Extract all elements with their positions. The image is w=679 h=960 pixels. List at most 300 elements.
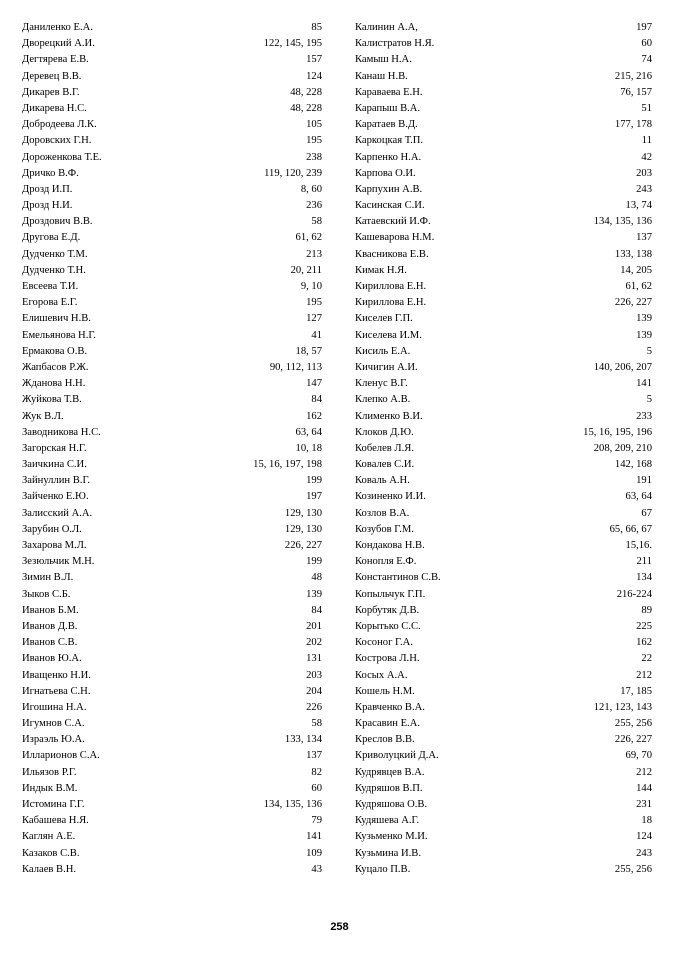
author-name: Жданова Н.Н.: [22, 378, 86, 390]
page-references: 122, 145, 195: [263, 38, 322, 50]
author-name: Кострова Л.Н.: [355, 653, 420, 665]
author-name: Константинов С.В.: [355, 572, 441, 584]
page-references: 65, 66, 67: [609, 523, 652, 535]
index-entry: [355, 214, 652, 230]
page-references: 199: [306, 556, 322, 568]
index-entry: [22, 846, 322, 862]
page-references: 74: [641, 54, 652, 66]
author-name: Дудченко Т.Н.: [22, 264, 86, 276]
index-entry: [22, 797, 322, 813]
index-entry: [22, 829, 322, 845]
page-references: 60: [641, 38, 652, 50]
author-name: Киселев Г.П.: [355, 313, 413, 325]
index-column-left: [22, 20, 322, 878]
index-entry: [355, 198, 652, 214]
index-entry: [22, 668, 322, 684]
index-entry: [355, 619, 652, 635]
index-entry: [355, 36, 652, 52]
page-references: 13, 74: [625, 200, 652, 212]
page-references: 195: [306, 135, 322, 147]
index-entry: [22, 360, 322, 376]
author-name: Каратаев В.Д.: [355, 119, 418, 131]
page-references: 157: [306, 54, 322, 66]
author-name: Другова Е.Д.: [22, 232, 81, 244]
page-references: 139: [636, 329, 652, 341]
index-entry: [355, 506, 652, 522]
index-entry: [355, 69, 652, 85]
author-name: Зайнуллин В.Г.: [22, 475, 91, 487]
page-references: 20, 211: [290, 264, 322, 276]
index-entry: [355, 538, 652, 554]
page-references: 243: [636, 847, 652, 859]
author-name: Евсеева Т.И.: [22, 281, 79, 292]
author-name: Кудяшева А.Г.: [355, 815, 420, 827]
page-references: 84: [311, 604, 322, 616]
page-references: 134, 135, 136: [593, 216, 652, 228]
page-references: 82: [311, 766, 322, 778]
author-name: Индык В.М.: [22, 782, 78, 794]
page-references: 226, 227: [284, 540, 322, 551]
author-name: Ильязов Р.Г.: [22, 766, 77, 778]
index-entry: [22, 457, 322, 473]
index-entry: [22, 522, 322, 538]
index-entry: [355, 409, 652, 425]
author-name: Креслов В.В.: [355, 734, 415, 746]
author-name: Козубов Г.М.: [355, 523, 414, 535]
author-name: Деревец В.В.: [22, 70, 82, 82]
author-name: Косоног Г.А.: [355, 637, 413, 649]
page-references: 8, 60: [300, 183, 322, 195]
author-name: Катаевский И.Ф.: [355, 216, 431, 228]
index-entry: [22, 862, 322, 878]
index-entry: [22, 716, 322, 732]
index-entry: [355, 166, 652, 182]
index-entry: [355, 133, 652, 149]
page-references: 41: [311, 329, 322, 341]
index-entry: [22, 587, 322, 603]
page-references: 85: [311, 22, 322, 33]
page-references: 15, 16, 195, 196: [583, 426, 652, 438]
author-name: Иващенко Н.И.: [22, 669, 91, 681]
page-references: 119, 120, 239: [264, 167, 322, 179]
page-references: 89: [641, 604, 652, 616]
author-name: Коваль А.Н.: [355, 475, 410, 487]
index-entry: [355, 311, 652, 327]
page-references: 215, 216: [614, 70, 652, 82]
page-references: 18: [641, 815, 652, 827]
page-references: 11: [641, 135, 652, 147]
author-name: Иванов Б.М.: [22, 604, 79, 616]
index-entry: [355, 457, 652, 473]
index-entry: [355, 587, 652, 603]
index-entry: [355, 247, 652, 263]
index-entry: [355, 635, 652, 651]
index-entry: [355, 603, 652, 619]
index-entry: [22, 214, 322, 230]
author-name: Дворецкий А.И.: [22, 38, 95, 50]
index-entry: [22, 392, 322, 408]
index-entry: [22, 20, 322, 36]
author-name: Дегтярева Е.В.: [22, 54, 89, 66]
index-entry: [355, 829, 652, 845]
index-entry: [22, 198, 322, 214]
author-name: Зарубин О.Л.: [22, 523, 82, 535]
index-entry: [355, 441, 652, 457]
author-name: Квасникова Е.В.: [355, 248, 429, 260]
page-references: 195: [306, 297, 322, 309]
author-name: Каглян А.Е.: [22, 831, 76, 843]
author-name: Кравченко В.А.: [355, 701, 425, 713]
index-entry: [355, 862, 652, 878]
author-name: Иванов Д.В.: [22, 620, 78, 632]
index-entry: [355, 360, 652, 376]
page-references: 140, 206, 207: [593, 361, 652, 373]
page-references: 15, 16, 197, 198: [253, 459, 322, 471]
page-references: 141: [636, 378, 652, 390]
index-entry: [22, 166, 322, 182]
index-entry: [355, 473, 652, 489]
author-name: Истомина Г.Г.: [22, 799, 85, 810]
author-name: Заичкина С.И.: [22, 459, 87, 471]
page-references: 201: [306, 620, 322, 632]
author-name: Козлов В.А.: [355, 507, 410, 519]
index-entry: [355, 765, 652, 781]
author-name: Зимин В.Л.: [22, 572, 74, 584]
index-column-right: [355, 20, 652, 878]
author-name: Клоков Д.Ю.: [355, 426, 414, 438]
author-name: Карпенко Н.А.: [355, 151, 422, 163]
author-name: Кудряшов В.П.: [355, 782, 423, 794]
author-name: Карпухин А.В.: [355, 183, 423, 195]
index-entry: [22, 409, 322, 425]
page-references: 162: [636, 637, 652, 649]
index-entry: [22, 651, 322, 667]
author-name: Дикарева Н.С.: [22, 102, 87, 114]
author-name: Корытько С.С.: [355, 620, 421, 632]
author-name: Добродеева Л.К.: [22, 119, 97, 131]
page-references: 10, 18: [295, 442, 322, 454]
index-entry: [22, 85, 322, 101]
author-name: Канаш Н.В.: [355, 70, 408, 82]
index-entry: [355, 700, 652, 716]
page-references: 243: [636, 183, 652, 195]
author-name: Кичигин А.И.: [355, 361, 418, 373]
page-references: 142, 168: [614, 459, 652, 471]
index-entry: [355, 425, 652, 441]
index-entry: [355, 684, 652, 700]
author-name: Калинин А.А,: [355, 22, 418, 33]
author-name: Касинская С.И.: [355, 200, 425, 212]
author-name: Иванов С.В.: [22, 637, 78, 649]
page-references: 255, 256: [614, 718, 652, 730]
author-name: Караваева Е.Н.: [355, 86, 423, 98]
author-name: Зыков С.Б.: [22, 588, 71, 600]
page-references: 124: [306, 70, 322, 82]
page-references: 84: [311, 394, 322, 406]
index-entry: [22, 295, 322, 311]
author-name: Клепко А.В.: [355, 394, 411, 406]
author-name: Захарова М.Л.: [22, 540, 87, 551]
index-entry: [22, 263, 322, 279]
index-entry: [22, 732, 322, 748]
index-entry: [22, 570, 322, 586]
author-name: Кузьмина И.В.: [355, 847, 421, 859]
author-name: Жук В.Л.: [22, 410, 64, 422]
author-name: Игошина Н.А.: [22, 701, 87, 713]
index-entry: [355, 668, 652, 684]
page-references: 63, 64: [295, 426, 322, 438]
page-references: 225: [636, 620, 652, 632]
page-references: 79: [311, 815, 322, 827]
index-entry: [22, 182, 322, 198]
page-references: 203: [636, 167, 652, 179]
index-entry: [355, 846, 652, 862]
author-name: Криволуцкий Д.А.: [355, 750, 439, 762]
author-name: Копыльчук Г.П.: [355, 588, 426, 600]
index-entry: [22, 311, 322, 327]
author-name: Козиненко И.И.: [355, 491, 426, 503]
author-name: Дикарев В.Г.: [22, 86, 80, 98]
index-entry: [22, 554, 322, 570]
page-references: 14, 205: [620, 264, 652, 276]
page-references: 202: [306, 637, 322, 649]
index-entry: [355, 781, 652, 797]
index-entry: [355, 295, 652, 311]
page-references: 133, 134: [284, 734, 322, 746]
page-references: 144: [636, 782, 652, 794]
index-entry: [355, 20, 652, 36]
index-entry: [355, 813, 652, 829]
index-entry: [22, 344, 322, 360]
page-references: 129, 130: [284, 507, 322, 519]
page-references: 76, 157: [620, 86, 652, 98]
index-entry: [355, 716, 652, 732]
author-name: Куцало П.В.: [355, 863, 411, 875]
page-references: 9, 10: [300, 281, 322, 292]
author-name: Кабашева Н.Я.: [22, 815, 89, 827]
page-references: 197: [306, 491, 322, 503]
author-name: Дричко В.Ф.: [22, 167, 79, 179]
author-name: Егорова Е.Г.: [22, 297, 78, 309]
page-references: 199: [306, 475, 322, 487]
page-references: 226: [306, 701, 322, 713]
page-references: 137: [306, 750, 322, 762]
index-entry: [22, 441, 322, 457]
index-entry: [355, 522, 652, 538]
page-references: 131: [306, 653, 322, 665]
author-name: Иванов Ю.А.: [22, 653, 82, 665]
page-references: 231: [636, 799, 652, 810]
index-entry: [22, 52, 322, 68]
page-references: 5: [646, 345, 652, 357]
index-entry: [22, 506, 322, 522]
page-references: 48: [311, 572, 322, 584]
page-references: 197: [636, 22, 652, 33]
page-references: 121, 123, 143: [593, 701, 652, 713]
page-references: 22: [641, 653, 652, 665]
author-name: Зезюльчик М.Н.: [22, 556, 95, 568]
page-references: 212: [636, 669, 652, 681]
author-name: Жапбасов Р.Ж.: [22, 361, 89, 373]
index-entry: [22, 101, 322, 117]
page-references: 43: [311, 863, 322, 875]
page-references: 61, 62: [625, 281, 652, 292]
page-references: 69, 70: [625, 750, 652, 762]
page-references: 58: [311, 718, 322, 730]
index-entry: [22, 748, 322, 764]
author-name: Даниленко Е.А.: [22, 22, 93, 33]
author-name: Дрозд Н.И.: [22, 200, 73, 212]
page-references: 60: [311, 782, 322, 794]
page-references: 216-224: [616, 588, 652, 600]
author-name: Емельянова Н.Г.: [22, 329, 96, 341]
index-entry: [22, 425, 322, 441]
page-references: 204: [306, 685, 322, 697]
index-entry: [355, 748, 652, 764]
index-entry: [355, 101, 652, 117]
page-references: 90, 112, 113: [269, 361, 322, 373]
index-entry: [22, 247, 322, 263]
index-entry: [22, 538, 322, 554]
author-name: Кузьменко М.И.: [355, 831, 428, 843]
index-entry: [22, 813, 322, 829]
page-references: 139: [636, 313, 652, 325]
author-name: Калистратов Н.Я.: [355, 38, 435, 50]
author-name: Дроздович В.В.: [22, 216, 93, 228]
page-references: 255, 256: [614, 863, 652, 875]
page-references: 51: [641, 102, 652, 114]
index-entry: [22, 765, 322, 781]
page-references: 211: [636, 556, 652, 568]
index-entry: [22, 69, 322, 85]
author-name: Киселева И.М.: [355, 329, 422, 341]
page-references: 147: [306, 378, 322, 390]
page-references: 139: [306, 588, 322, 600]
page-references: 58: [311, 216, 322, 228]
page-references: 127: [306, 313, 322, 325]
author-name: Илларионов С.А.: [22, 750, 100, 762]
index-entry: [355, 651, 652, 667]
index-entry: [22, 376, 322, 392]
page-references: 5: [646, 394, 652, 406]
index-entry: [355, 230, 652, 246]
index-entry: [355, 85, 652, 101]
page-references: 109: [306, 847, 322, 859]
index-entry: [22, 619, 322, 635]
author-name: Израэль Ю.А.: [22, 734, 85, 746]
author-name: Каркоцкая Т.П.: [355, 135, 424, 147]
index-entry: [355, 392, 652, 408]
author-name: Карпова О.И.: [355, 167, 416, 179]
index-entry: [355, 150, 652, 166]
index-entry: [22, 150, 322, 166]
page-references: 63, 64: [625, 491, 652, 503]
page-references: 238: [306, 151, 322, 163]
author-name: Доровских Г.Н.: [22, 135, 92, 147]
page-references: 236: [306, 200, 322, 212]
page-references: 48, 228: [290, 102, 322, 114]
page-references: 177, 178: [614, 119, 652, 131]
page-references: 203: [306, 669, 322, 681]
page-references: 133, 138: [614, 248, 652, 260]
index-entry: [22, 635, 322, 651]
author-name: Елишевич Н.В.: [22, 313, 91, 325]
index-entry: [355, 279, 652, 295]
index-entry: [22, 489, 322, 505]
index-entry: [355, 797, 652, 813]
index-entry: [355, 489, 652, 505]
author-name: Игумнов С.А.: [22, 718, 85, 730]
author-name: Кудряшова О.В.: [355, 799, 428, 810]
index-entry: [355, 376, 652, 392]
page-references: 17, 185: [620, 685, 652, 697]
author-name: Ермакова О.В.: [22, 345, 88, 357]
page-references: 162: [306, 410, 322, 422]
index-entry: [355, 182, 652, 198]
page-number: 258: [330, 921, 349, 933]
index-entry: [355, 328, 652, 344]
author-name: Казаков С.В.: [22, 847, 80, 859]
author-name: Корбутяк Д.В.: [355, 604, 420, 616]
author-name: Заводникова Н.С.: [22, 426, 101, 438]
index-entry: [355, 52, 652, 68]
page-references: 61, 62: [295, 232, 322, 244]
page-references: 208, 209, 210: [593, 442, 652, 454]
index-entry: [22, 603, 322, 619]
author-name: Калаев В.Н.: [22, 863, 77, 875]
index-entry: [355, 117, 652, 133]
author-name: Карапыш В.А.: [355, 102, 421, 114]
page-references: 226, 227: [614, 734, 652, 746]
author-name: Жуйкова Т.В.: [22, 394, 82, 406]
page-references: 134, 135, 136: [263, 799, 322, 810]
page-references: 226, 227: [614, 297, 652, 309]
index-entry: [22, 279, 322, 295]
index-entry: [355, 554, 652, 570]
page-references: 105: [306, 119, 322, 131]
author-name: Кобелев Л.Я.: [355, 442, 414, 454]
author-name: Кашеварова Н.М.: [355, 232, 435, 244]
index-entry: [22, 700, 322, 716]
page-references: 134: [636, 572, 652, 584]
page-references: 42: [641, 151, 652, 163]
author-name: Кириллова Е.Н.: [355, 281, 427, 292]
index-entry: [22, 117, 322, 133]
page-references: 212: [636, 766, 652, 778]
author-name: Кондакова Н.В.: [355, 540, 425, 551]
index-entry: [355, 732, 652, 748]
index-entry: [22, 36, 322, 52]
index-entry: [355, 570, 652, 586]
author-name: Конопля Е.Ф.: [355, 556, 417, 568]
index-entry: [22, 230, 322, 246]
author-name: Красавин Е.А.: [355, 718, 421, 730]
index-entry: [22, 473, 322, 489]
page-references: 191: [636, 475, 652, 487]
page-references: 141: [306, 831, 322, 843]
index-entry: [22, 781, 322, 797]
author-name: Кимак Н.Я.: [355, 264, 407, 276]
author-name: Загорская Н.Г.: [22, 442, 87, 454]
author-name: Кириллова Е.Н.: [355, 297, 427, 309]
author-name: Ковалев С.И.: [355, 459, 415, 471]
index-entry: [22, 133, 322, 149]
index-entry: [355, 344, 652, 360]
author-name: Кисиль Е.А.: [355, 345, 411, 357]
author-name: Дрозд И.П.: [22, 183, 73, 195]
author-name: Залисский А.А.: [22, 507, 93, 519]
page-references: 129, 130: [284, 523, 322, 535]
